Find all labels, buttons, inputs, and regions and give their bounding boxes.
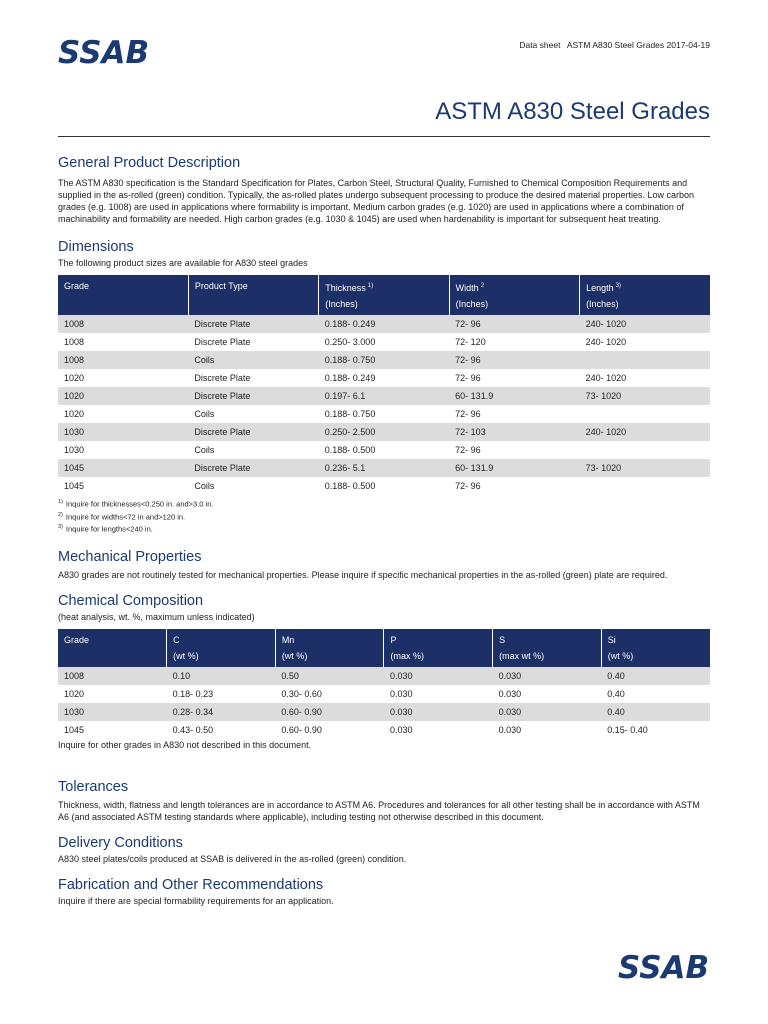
page-title: ASTM A830 Steel Grades (435, 98, 710, 125)
footnote-mark: 1) (58, 499, 63, 505)
chemical-header-cell (58, 629, 167, 667)
footnote (58, 497, 710, 510)
header-label: Mn (281, 634, 295, 645)
dimensions-header-row (58, 275, 710, 315)
chemical-intro: (heat analysis, wt. %, maximum unless indicated) (58, 611, 255, 622)
dimensions-header-cell (449, 275, 579, 315)
table-cell: 0.40 (601, 667, 710, 685)
dimensions-header-cell (58, 275, 188, 315)
table-cell: 0.030 (493, 703, 602, 721)
table-cell: Discrete Plate (188, 423, 318, 441)
footnote-text: Inquire for widths<72 in and>120 in. (65, 512, 186, 521)
table-row (58, 667, 710, 685)
header-label: Grade (64, 634, 90, 645)
table-cell: 0.18- 0.23 (172, 688, 214, 699)
table-cell: 0.60- 0.90 (275, 703, 384, 721)
table-row (58, 685, 710, 703)
table-row (58, 423, 710, 441)
header-label: C (173, 634, 180, 645)
table-cell: 1008 (58, 315, 188, 333)
table-row (58, 441, 710, 459)
table-cell: Coils (194, 481, 215, 491)
chemical-header-cell (384, 629, 493, 667)
table-cell: 1030 (58, 423, 188, 441)
header-label: Product Type (194, 281, 248, 291)
table-cell: 0.40 (607, 688, 625, 699)
header-unit: (wt %) (607, 650, 634, 661)
table-cell: 72- 96 (449, 351, 579, 369)
table-cell: 0.030 (498, 724, 522, 735)
table-cell: 0.030 (389, 688, 413, 699)
document-body (58, 155, 710, 907)
chemical-header-row (58, 629, 710, 667)
table-cell: 0.188- 0.249 (324, 373, 376, 383)
chemical-header-cell (493, 629, 602, 667)
table-cell: 240- 1020 (585, 373, 627, 383)
chemical-footer: Inquire for other grades in A830 not described in this document. (58, 739, 312, 750)
table-row (58, 387, 710, 405)
table-row (58, 477, 710, 495)
chemical-header-cell (601, 629, 710, 667)
ssab-logo: SSAB (58, 35, 150, 71)
header-unit: (max %) (390, 650, 424, 661)
chemical-header-cell (275, 629, 384, 667)
fabrication-heading: Fabrication and Other Recommendations (58, 876, 324, 893)
table-cell: 72- 96 (449, 315, 579, 333)
header-label: Grade (64, 281, 90, 291)
header-label: Width (455, 283, 479, 293)
table-cell: 60- 131.9 (449, 387, 579, 405)
table-cell: 72- 96 (455, 409, 481, 419)
header-unit: (wt %) (173, 650, 199, 661)
table-cell (580, 441, 710, 459)
table-cell: Coils (188, 351, 318, 369)
dimensions-footnotes (58, 497, 710, 535)
table-cell: Discrete Plate (188, 459, 318, 477)
table-cell: 72- 103 (449, 423, 579, 441)
footnote (58, 522, 710, 535)
dimensions-table-body (58, 315, 710, 495)
dimensions-header-cell (319, 275, 449, 315)
table-cell: 0.188- 0.750 (319, 351, 449, 369)
table-row (58, 351, 710, 369)
table-cell: 1020 (58, 387, 188, 405)
header-unit: (Inches) (586, 299, 619, 309)
dimensions-intro: The following product sizes are available for A830 steel grades (58, 258, 308, 268)
table-row (58, 405, 710, 423)
ssab-logo-footer: SSAB (618, 950, 710, 986)
table-cell: 0.030 (493, 667, 602, 685)
table-cell: 1020 (64, 373, 85, 383)
table-cell (580, 351, 710, 369)
chemical-heading: Chemical Composition (58, 592, 204, 609)
header-unit: (Inches) (455, 299, 489, 309)
delivery-text: A830 steel plates/coils produced at SSAB is delivered in the as-rolled (green) condition. (58, 853, 407, 864)
table-cell: 0.188- 0.249 (319, 315, 449, 333)
header-footnote-mark: 3) (615, 283, 621, 289)
table-cell: 0.43- 0.50 (172, 724, 214, 735)
header-unit: (Inches) (325, 299, 358, 309)
header-unit: (max wt %) (499, 650, 545, 661)
table-cell: 72- 96 (455, 373, 481, 383)
table-cell: 0.28- 0.34 (167, 703, 276, 721)
table-cell: 1045 (64, 724, 85, 735)
table-row (58, 369, 710, 387)
table-cell: 0.250- 2.500 (319, 423, 449, 441)
table-cell: 1020 (64, 409, 85, 419)
table-cell: 1008 (58, 667, 167, 685)
header-label: Thickness (325, 283, 366, 293)
header-label: S (499, 634, 506, 645)
table-cell: 0.188- 0.500 (324, 445, 376, 455)
table-cell: 0.030 (384, 667, 493, 685)
table-cell: Coils (194, 409, 215, 419)
header-label: Si (607, 634, 616, 645)
dimensions-heading: Dimensions (58, 239, 134, 255)
meta-label: Data sheet (519, 40, 561, 50)
footnote-mark: 2) (58, 511, 63, 518)
general-text: The ASTM A830 specification is the Standard Specification for Plates, Carbon Steel, Structural Quality, Furnished to Chemical Composition Requirements and supplied in the as-rolled (green) condition. Typically, the as-rolled plates undergo subsequent processing to produce the desired material properties. Low carbon grades (e.g. 1008) are used in applications where formability is important. Medium carbon grades (e.g. 1020) are used in applications where a combination of machinability and formability are needed. High carbon grades (e.g. 1030 & 1045) are used when hardenability is important for subsequent heat treating. (58, 178, 695, 224)
dimensions-header-cell (580, 275, 710, 315)
table-cell: 240- 1020 (585, 337, 627, 347)
footnote-text: Inquire for thicknesses<0.250 in. and>3.0 in. (65, 499, 214, 509)
table-row (58, 703, 710, 721)
table-cell: 73- 1020 (580, 459, 710, 477)
mechanical-text: A830 grades are not routinely tested for mechanical properties. Please inquire if specific mechanical properties in the as-rolled (green) plate are required. (58, 569, 668, 580)
fabrication-text: Inquire if there are special formability requirements for an application. (58, 895, 334, 906)
table-cell: 0.197- 6.1 (319, 387, 449, 405)
table-cell (580, 477, 710, 495)
table-cell: 0.250- 3.000 (324, 337, 376, 347)
table-cell: 0.188- 0.500 (324, 481, 376, 491)
header-unit: (wt %) (281, 650, 308, 661)
tolerances-heading: Tolerances (58, 778, 129, 795)
header-label: Length (586, 283, 614, 293)
general-heading: General Product Description (58, 155, 241, 171)
table-cell: Discrete Plate (194, 337, 251, 347)
mechanical-heading: Mechanical Properties (58, 548, 202, 565)
table-cell: Discrete Plate (188, 315, 318, 333)
table-cell: Discrete Plate (188, 387, 318, 405)
table-cell: 0.030 (384, 703, 493, 721)
meta-title: ASTM A830 Steel Grades 2017-04-19 (566, 40, 710, 50)
table-cell: 0.15- 0.40 (607, 724, 648, 735)
header-label: P (390, 634, 397, 645)
chemical-table-body (58, 667, 710, 739)
table-row (58, 315, 710, 333)
dimensions-table (58, 275, 710, 495)
document-meta (519, 40, 710, 50)
dimensions-header-cell (188, 275, 318, 315)
tolerances-text: Thickness, width, flatness and length tolerances are in accordance to ASTM A6. Procedures and tolerances for all other testing shall be in accordance with ASTM A6 (and associated ASTM testing standards where applicable), including testing not otherwise described in this document. (58, 799, 700, 822)
table-cell: 240- 1020 (580, 423, 710, 441)
table-cell: 0.10 (167, 667, 276, 685)
table-cell: 1045 (64, 481, 85, 491)
table-cell: Discrete Plate (194, 373, 251, 383)
table-cell: 0.188- 0.750 (324, 409, 376, 419)
table-cell: 72- 96 (455, 445, 481, 455)
table-cell: 240- 1020 (580, 315, 710, 333)
chemical-header-cell (167, 629, 276, 667)
table-cell: 0.030 (389, 724, 413, 735)
table-cell: 1008 (64, 337, 85, 347)
table-cell: 72- 96 (455, 481, 481, 491)
table-cell: 0.030 (498, 688, 522, 699)
table-cell: 1045 (58, 459, 188, 477)
table-cell: 72- 120 (455, 337, 486, 347)
header-footnote-mark: 1) (367, 283, 374, 289)
table-cell: 1008 (58, 351, 188, 369)
chemical-table (58, 629, 710, 739)
table-cell (580, 405, 710, 423)
delivery-heading: Delivery Conditions (58, 834, 183, 851)
table-cell: Coils (194, 445, 215, 455)
table-row (58, 459, 710, 477)
table-row (58, 333, 710, 351)
footnote-mark: 3) (58, 524, 63, 530)
table-cell: 60- 131.9 (449, 459, 579, 477)
footnote (58, 510, 710, 523)
footnote-text: Inquire for lengths<240 in. (65, 524, 153, 534)
table-cell: 1020 (64, 688, 85, 699)
table-cell: 73- 1020 (580, 387, 710, 405)
table-cell: 0.30- 0.60 (281, 688, 322, 699)
table-cell: 0.40 (601, 703, 710, 721)
table-cell: 1030 (58, 703, 167, 721)
table-cell: 1030 (64, 445, 85, 455)
title-divider (58, 136, 710, 137)
table-cell: 0.50 (275, 667, 384, 685)
header-footnote-mark: 2 (480, 283, 485, 289)
table-row (58, 721, 710, 739)
table-cell: 0.236- 5.1 (319, 459, 449, 477)
table-cell: 0.60- 0.90 (281, 724, 322, 735)
